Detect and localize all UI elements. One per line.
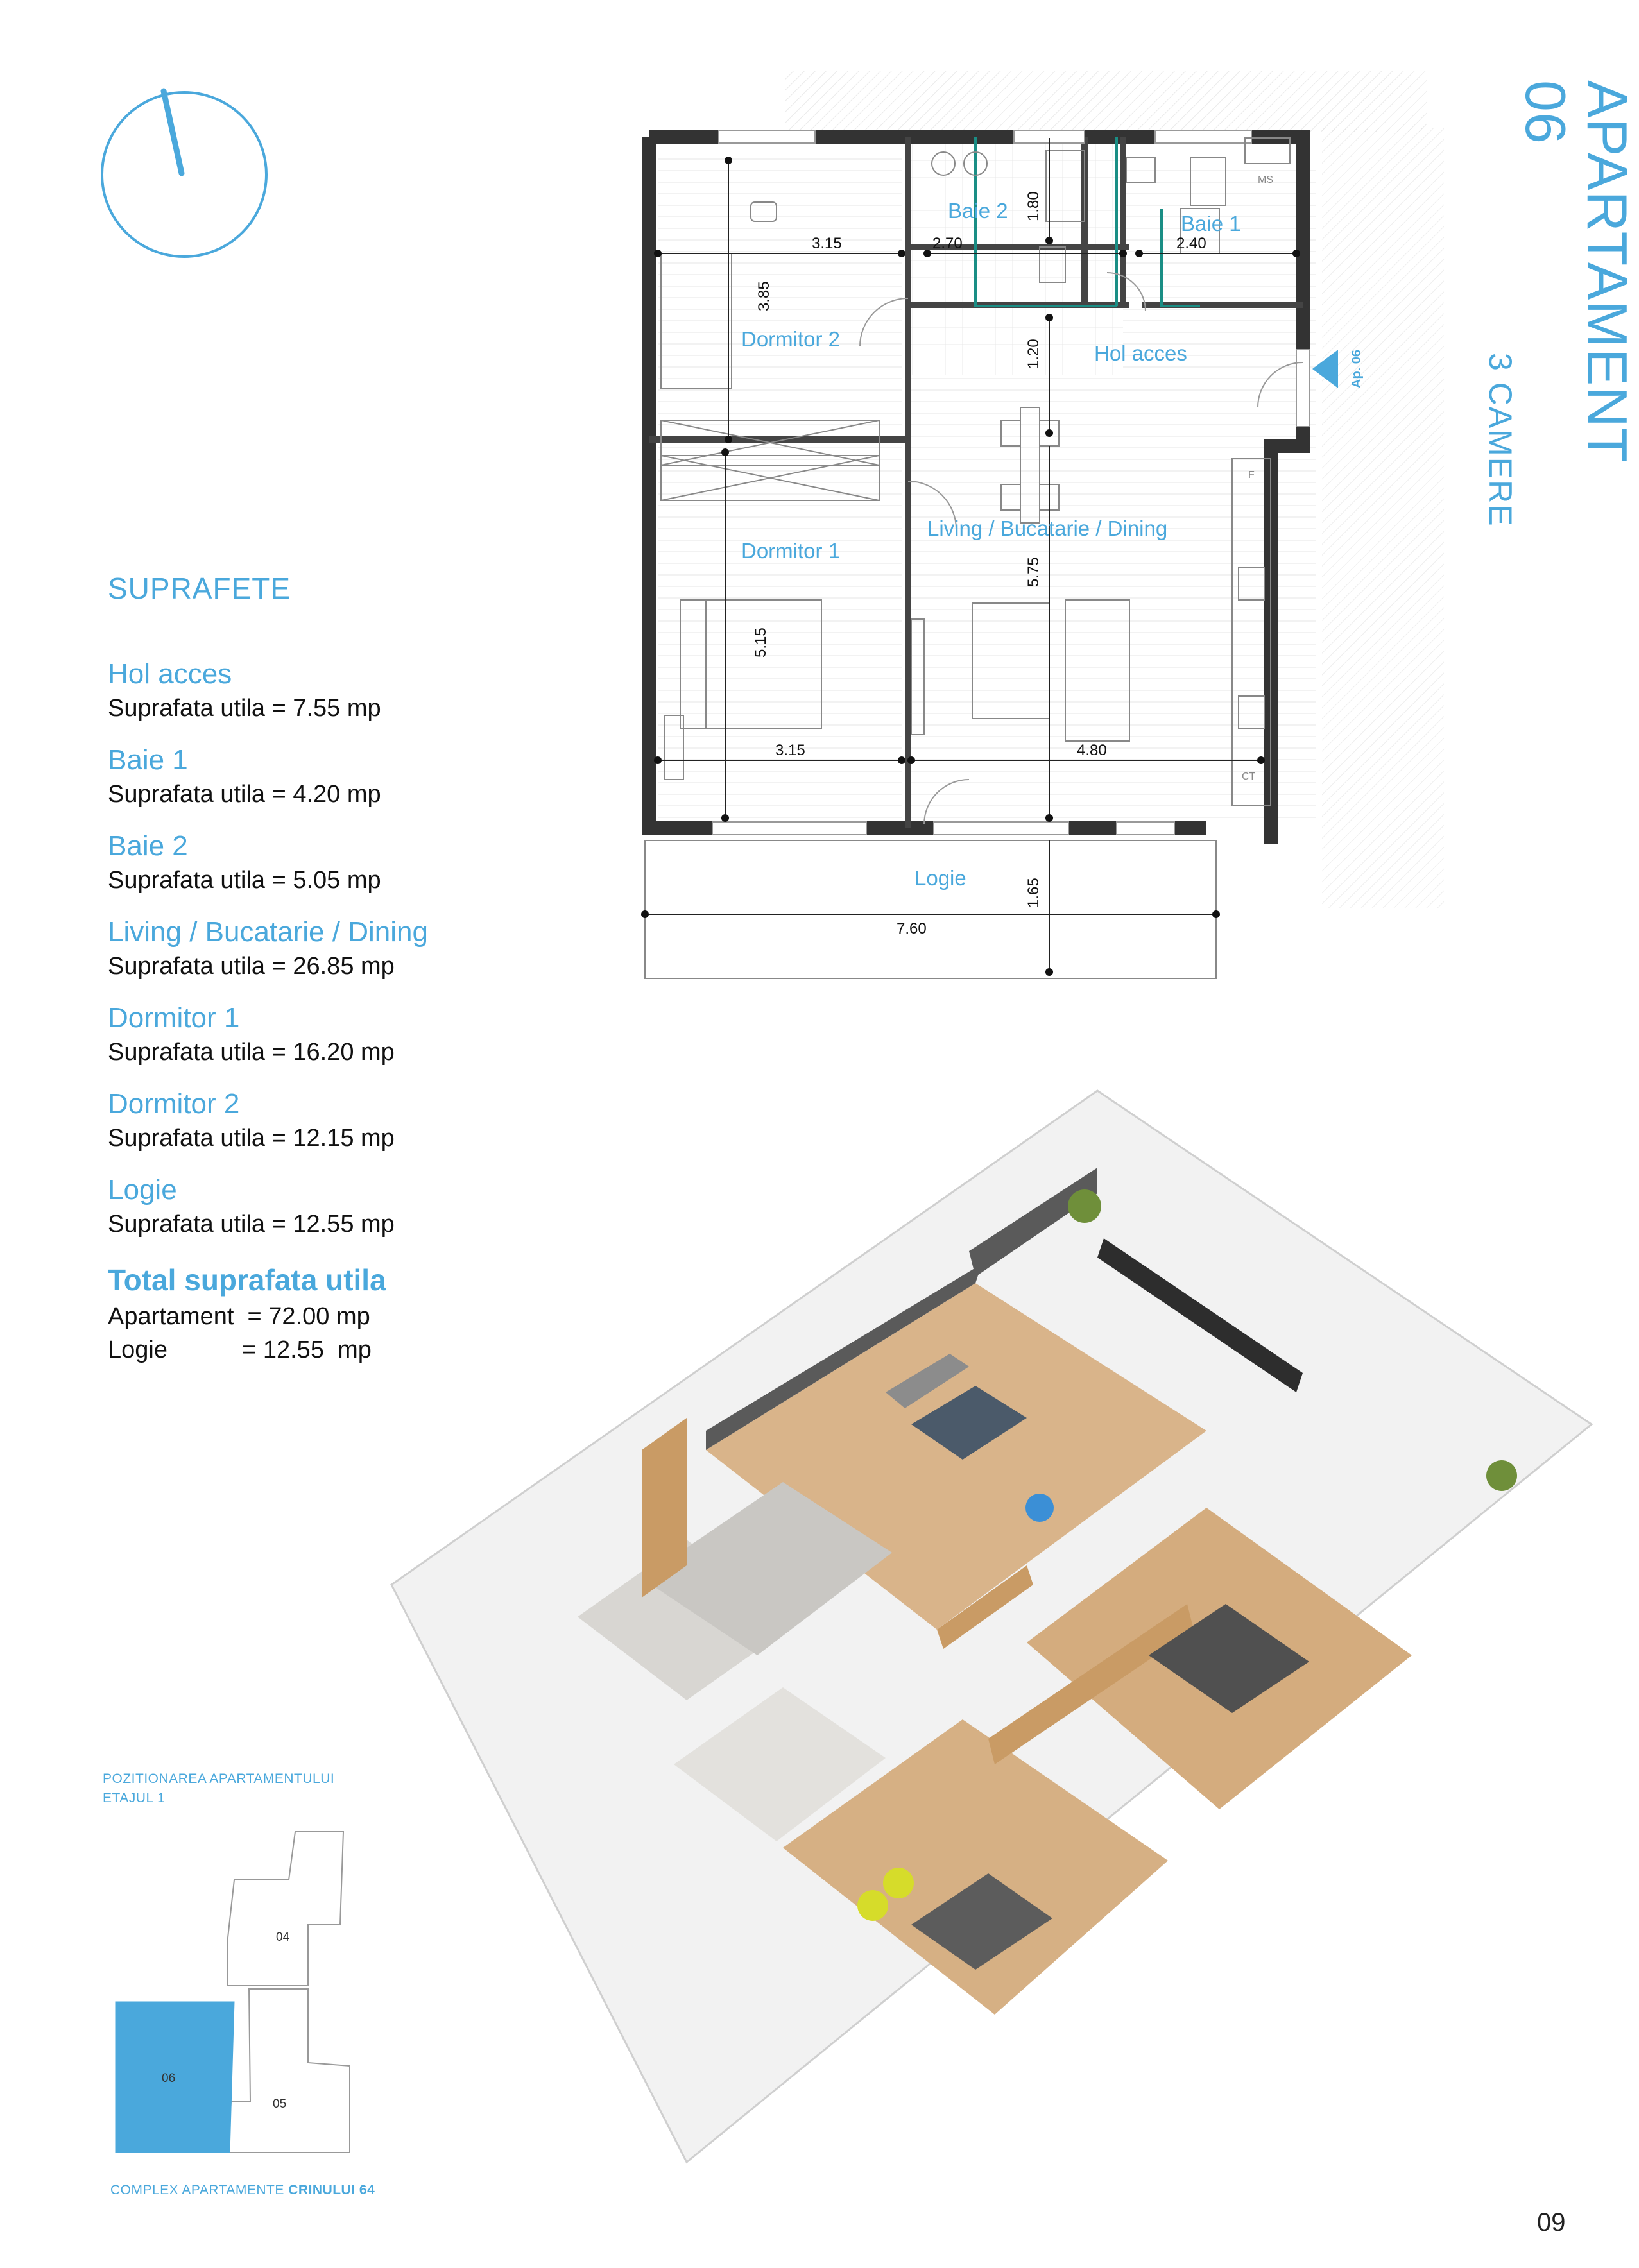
room-label-dormitor2: Dormitor 2: [741, 327, 841, 351]
area-room-value: Suprafata utila = 12.15 mp: [108, 1125, 395, 1152]
entrance-label: Ap. 06: [1350, 349, 1364, 388]
area-room-value: Suprafata utila = 7.55 mp: [108, 695, 381, 722]
site-buildings: [228, 1832, 350, 2153]
area-item: [108, 1000, 557, 1068]
render-plant: [1068, 1189, 1101, 1223]
area-room-value: Suprafata utila = 16.20 mp: [108, 1039, 395, 1066]
room-label-dormitor1: Dormitor 1: [741, 539, 841, 563]
area-item: [108, 914, 557, 982]
total-logie: Logie = 12.55 mp: [108, 1336, 372, 1363]
complex-prefix: COMPLEX APARTAMENTE: [110, 2183, 289, 2197]
area-room-name: Baie 1: [108, 744, 188, 776]
dim-label: 5.75: [1025, 557, 1042, 587]
exterior-hatch: [785, 71, 1427, 132]
floor-logie: [645, 840, 1216, 978]
dim-label: 1.80: [1025, 191, 1042, 221]
dim-label: 1.20: [1025, 339, 1042, 369]
dim-label: 1.65: [1025, 878, 1042, 908]
exterior-hatch: [1322, 128, 1444, 908]
floor-dormitor1: [658, 450, 902, 823]
room-label-baie2: Baie 2: [948, 199, 1008, 223]
area-room-value: Suprafata utila = 12.55 mp: [108, 1211, 395, 1238]
north-compass-icon: [99, 90, 269, 259]
dim-label: 2.40: [1176, 235, 1206, 252]
floor-plan: [629, 61, 1463, 991]
area-room-value: Suprafata utila = 4.20 mp: [108, 781, 381, 808]
apartment-title: [1482, 80, 1639, 529]
dim-label: 4.80: [1077, 742, 1107, 759]
area-room-name: Dormitor 2: [108, 1088, 240, 1120]
site-unit-06: 06: [162, 2072, 176, 2085]
page-number: 09: [1537, 2208, 1566, 2237]
total-apartament: Apartament = 72.00 mp: [108, 1303, 370, 1330]
room-label-baie1: Baie 1: [1181, 212, 1241, 235]
complex-name: [110, 2183, 375, 2198]
ct-label: CT: [1242, 771, 1256, 782]
dim-label: 3.15: [775, 742, 805, 759]
area-room-name: Living / Bucatarie / Dining: [108, 916, 428, 948]
dim-label: 2.70: [932, 235, 963, 252]
position-title: [103, 1769, 334, 1808]
render-armchair: [1025, 1494, 1054, 1522]
dim-label: 5.15: [752, 627, 769, 658]
area-room-name: Baie 2: [108, 830, 188, 862]
apartment-rooms: 3 CAMERE: [1482, 353, 1518, 527]
render-plant: [1486, 1460, 1517, 1491]
area-room-value: Suprafata utila = 26.85 mp: [108, 953, 395, 980]
render-stool: [857, 1890, 888, 1921]
area-item: [108, 828, 557, 896]
apartment-3d-render: [385, 1091, 1592, 2181]
dim-label: 7.60: [897, 920, 927, 937]
apartment-name: APARTAMENT 06: [1514, 80, 1639, 463]
dim-label: 3.85: [755, 281, 773, 311]
render-stool: [883, 1868, 914, 1898]
total-title: Total suprafata utila: [108, 1263, 386, 1297]
areas-heading: SUPRAFETE: [108, 572, 291, 605]
complex-title: CRINULUI 64: [288, 2183, 375, 2197]
area-room-name: Dormitor 1: [108, 1002, 240, 1034]
dim-label: 3.15: [812, 235, 842, 252]
area-room-name: Logie: [108, 1174, 177, 1206]
room-label-living: Living / Bucatarie / Dining: [927, 516, 1168, 540]
room-label-hol: Hol acces: [1094, 341, 1187, 365]
site-plan: [103, 1829, 372, 2162]
ms-label: MS: [1258, 175, 1273, 185]
position-floor: ETAJUL 1: [103, 1791, 166, 1805]
position-heading: POZITIONAREA APARTAMENTULUI: [103, 1771, 335, 1786]
room-label-logie: Logie: [914, 866, 966, 890]
area-room-name: Hol acces: [108, 658, 232, 690]
area-item: [108, 742, 557, 810]
area-room-value: Suprafata utila = 5.05 mp: [108, 867, 381, 894]
site-unit-04: 04: [276, 1931, 290, 1944]
f-label: F: [1248, 470, 1255, 481]
area-item: [108, 656, 557, 724]
site-unit-05: 05: [273, 2097, 287, 2111]
